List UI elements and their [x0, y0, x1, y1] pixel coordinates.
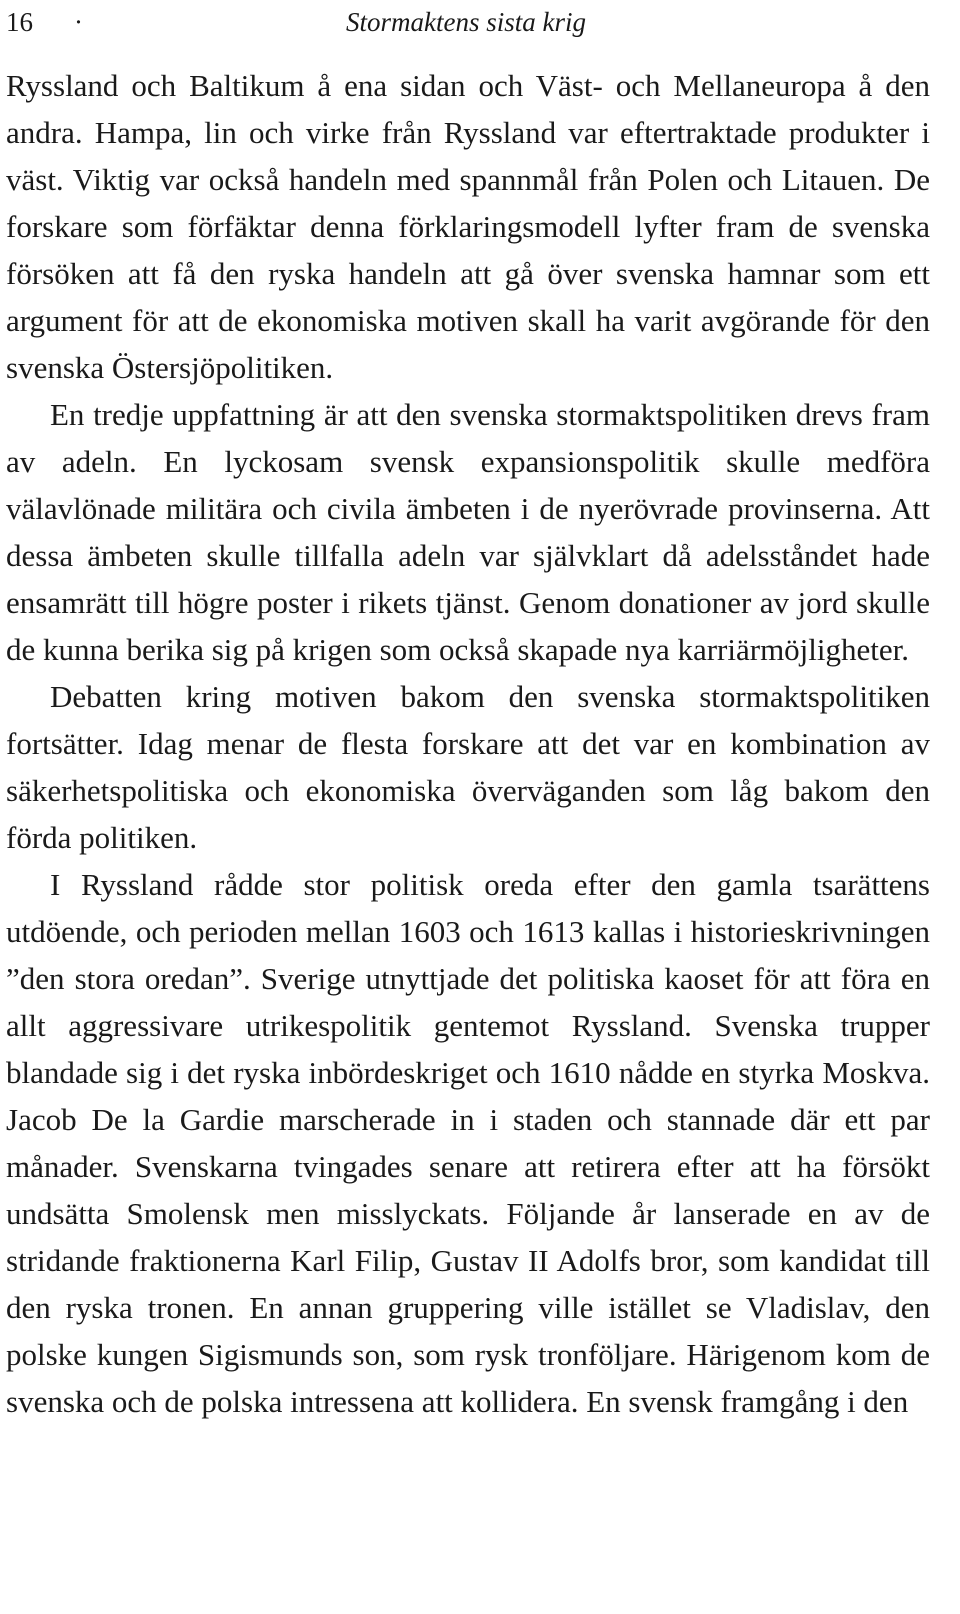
running-title: Stormaktens sista krig [346, 7, 586, 37]
page-number: 16 [6, 7, 33, 37]
header-separator: · [74, 7, 83, 37]
paragraph: En tredje uppfattning är att den svenska stormaktspolitiken drevs fram av adeln. En lyckosam svensk expansionspolitik skulle medföra välavlönade militära och civila ämbeten i de nyerövrade provinserna. Att dessa ämbeten skulle tillfalla adeln var självklart då adelsståndet hade ensamrätt till högre poster i rikets tjänst. Genom donationer av jord skulle de kunna berika sig på krigen som också skapade nya karriärmöjligheter. [6, 397, 930, 667]
paragraph: Debatten kring motiven bakom den svenska stormaktspolitiken fortsätter. Idag menar de flesta forskare att det var en kombination av säkerhetspolitiska och ekonomiska överväganden som låg bakom den förda politiken. [6, 679, 930, 855]
paragraph: Ryssland och Baltikum å ena sidan och Väst- och Mellaneuropa å den andra. Hampa, lin och virke från Ryssland var eftertraktade produkter i väst. Viktig var också handeln med spannmål från Polen och Litauen. De forskare som förfäktar denna förklaringsmodell lyfter fram de svenska försöken att få den ryska handeln att gå över svenska hamnar som ett argument för att de ekonomiska motiven skall ha varit avgörande för den svenska Östersjöpolitiken. [6, 68, 930, 385]
paragraph: I Ryssland rådde stor politisk oreda efter den gamla tsarättens utdöende, och perioden mellan 1603 och 1613 kallas i historieskrivningen ”den stora oredan”. Sverige utnyttjade det politiska kaoset för att föra en allt aggressivare utrikespolitik gentemot Ryssland. Svenska trupper blandade sig i det ryska inbördeskriget och 1610 nådde en styrka Moskva. Jacob De la Gardie marscherade in i staden och stannade där ett par månader. Svenskarna tvingades senare att retirera efter att ha försökt undsätta Smolensk men misslyckats. Följande år lanserade en av de stridande fraktionerna Karl Filip, Gustav II Adolfs bror, som kandidat till den ryska tronen. En annan gruppering ville istället se Vladislav, den polske kungen Sigismunds son, som rysk tronföljare. Härigenom kom de svenska och de polska intressena att kollidera. En svensk framgång i den [6, 867, 930, 1419]
body-text [6, 62, 930, 1425]
running-head [6, 0, 930, 44]
book-page [6, 0, 930, 1425]
